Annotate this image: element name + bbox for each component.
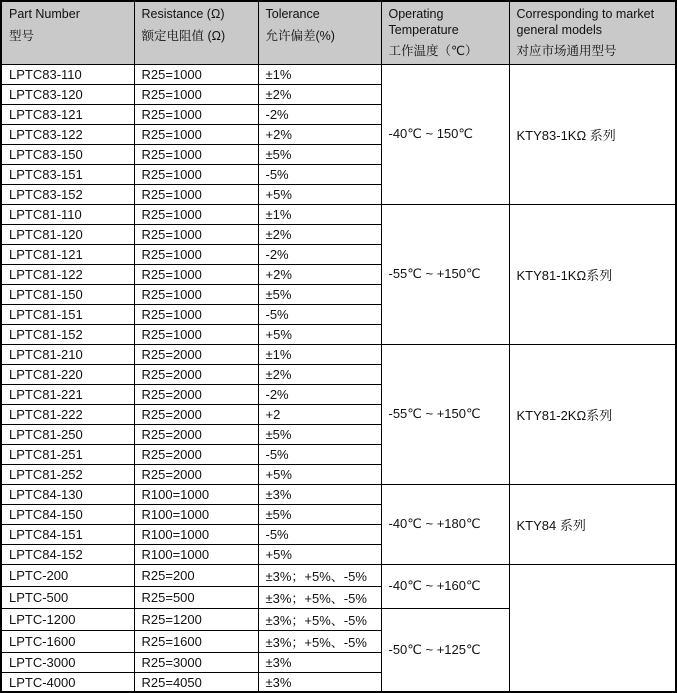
- part-number-cell: LPTC-4000: [1, 672, 134, 692]
- header-tolerance: [258, 1, 381, 64]
- operating-temperature-cell: -55℃ ~ +150℃: [381, 344, 509, 484]
- part-number-cell: LPTC81-150: [1, 284, 134, 304]
- part-number-cell: LPTC81-122: [1, 264, 134, 284]
- market-model-cell: KTY81-1KΩ系列: [509, 204, 676, 344]
- resistance-cell: R100=1000: [134, 544, 258, 564]
- part-number-cell: LPTC83-120: [1, 84, 134, 104]
- part-number-cell: LPTC83-122: [1, 124, 134, 144]
- header-resistance-en: Resistance (Ω): [141, 7, 225, 21]
- part-number-cell: LPTC81-220: [1, 364, 134, 384]
- part-number-cell: LPTC83-110: [1, 64, 134, 84]
- tolerance-cell: -2%: [258, 244, 381, 264]
- part-number-cell: LPTC81-210: [1, 344, 134, 364]
- resistance-cell: R25=1000: [134, 244, 258, 264]
- part-number-cell: LPTC81-151: [1, 304, 134, 324]
- tolerance-cell: +5%: [258, 324, 381, 344]
- resistance-cell: R25=2000: [134, 404, 258, 424]
- resistance-cell: R25=1000: [134, 264, 258, 284]
- header-operating-temperature-en: Operating Temperature: [388, 7, 459, 37]
- tolerance-cell: ±1%: [258, 64, 381, 84]
- part-number-cell: LPTC-3000: [1, 652, 134, 672]
- market-model-cell: [509, 564, 676, 692]
- market-model-cell: KTY84 系列: [509, 484, 676, 564]
- part-number-cell: LPTC81-250: [1, 424, 134, 444]
- part-number-cell: LPTC81-221: [1, 384, 134, 404]
- header-tolerance-en: Tolerance: [265, 7, 320, 21]
- part-number-cell: LPTC84-150: [1, 504, 134, 524]
- tolerance-cell: -5%: [258, 304, 381, 324]
- tolerance-cell: ±2%: [258, 224, 381, 244]
- table-row: [1, 564, 676, 586]
- tolerance-cell: ±3%；+5%、-5%: [258, 586, 381, 608]
- part-number-cell: LPTC83-151: [1, 164, 134, 184]
- tolerance-cell: ±3%: [258, 672, 381, 692]
- operating-temperature-cell: -55℃ ~ +150℃: [381, 204, 509, 344]
- tolerance-cell: ±2%: [258, 84, 381, 104]
- header-resistance-zh: 额定电阻值 (Ω): [141, 28, 226, 43]
- header-part-number: [1, 1, 134, 64]
- header-part-number-en: Part Number: [9, 7, 80, 21]
- part-number-cell: LPTC-1600: [1, 630, 134, 652]
- resistance-cell: R25=2000: [134, 364, 258, 384]
- part-number-cell: LPTC-1200: [1, 608, 134, 630]
- resistance-cell: R25=1000: [134, 184, 258, 204]
- header-market-models-zh: 对应市场通用型号: [516, 44, 617, 59]
- header-market-models-en: Corresponding to market general models: [516, 7, 655, 37]
- table-row: [1, 484, 676, 504]
- resistance-cell: R25=1000: [134, 284, 258, 304]
- tolerance-cell: ±3%: [258, 484, 381, 504]
- resistance-cell: R25=2000: [134, 344, 258, 364]
- part-number-cell: LPTC84-152: [1, 544, 134, 564]
- tolerance-cell: +2: [258, 404, 381, 424]
- tolerance-cell: ±5%: [258, 504, 381, 524]
- part-number-cell: LPTC83-121: [1, 104, 134, 124]
- operating-temperature-cell: -40℃ ~ +160℃: [381, 564, 509, 608]
- table-header-row: [1, 1, 676, 64]
- part-number-cell: LPTC84-151: [1, 524, 134, 544]
- tolerance-cell: +5%: [258, 464, 381, 484]
- resistance-cell: R25=1200: [134, 608, 258, 630]
- tolerance-cell: -2%: [258, 104, 381, 124]
- part-number-cell: LPTC81-110: [1, 204, 134, 224]
- operating-temperature-cell: -40℃ ~ +180℃: [381, 484, 509, 564]
- tolerance-cell: ±5%: [258, 424, 381, 444]
- resistance-cell: R25=2000: [134, 424, 258, 444]
- tolerance-cell: -5%: [258, 444, 381, 464]
- tolerance-cell: ±1%: [258, 204, 381, 224]
- resistance-cell: R25=1000: [134, 84, 258, 104]
- operating-temperature-cell: -40℃ ~ 150℃: [381, 64, 509, 204]
- part-number-cell: LPTC-500: [1, 586, 134, 608]
- tolerance-cell: ±3%；+5%、-5%: [258, 630, 381, 652]
- tolerance-cell: ±3%；+5%、-5%: [258, 564, 381, 586]
- tolerance-cell: -5%: [258, 164, 381, 184]
- resistance-cell: R100=1000: [134, 504, 258, 524]
- table-row: [1, 204, 676, 224]
- resistance-cell: R25=2000: [134, 384, 258, 404]
- tolerance-cell: ±5%: [258, 144, 381, 164]
- part-number-cell: LPTC83-150: [1, 144, 134, 164]
- tolerance-cell: +2%: [258, 264, 381, 284]
- tolerance-cell: ±3%: [258, 652, 381, 672]
- market-model-cell: KTY81-2KΩ系列: [509, 344, 676, 484]
- resistance-cell: R25=1000: [134, 144, 258, 164]
- tolerance-cell: ±1%: [258, 344, 381, 364]
- resistance-cell: R25=1000: [134, 64, 258, 84]
- resistance-cell: R25=1600: [134, 630, 258, 652]
- part-number-cell: LPTC81-222: [1, 404, 134, 424]
- tolerance-cell: ±3%；+5%、-5%: [258, 608, 381, 630]
- header-operating-temperature: [381, 1, 509, 64]
- resistance-cell: R25=3000: [134, 652, 258, 672]
- resistance-cell: R25=1000: [134, 324, 258, 344]
- resistance-cell: R25=200: [134, 564, 258, 586]
- part-number-cell: LPTC81-252: [1, 464, 134, 484]
- operating-temperature-cell: -50℃ ~ +125℃: [381, 608, 509, 692]
- header-market-models: [509, 1, 676, 64]
- resistance-cell: R100=1000: [134, 524, 258, 544]
- market-model-cell: KTY83-1KΩ 系列: [509, 64, 676, 204]
- resistance-cell: R25=1000: [134, 304, 258, 324]
- resistance-cell: R25=1000: [134, 224, 258, 244]
- part-number-cell: LPTC84-130: [1, 484, 134, 504]
- tolerance-cell: ±2%: [258, 364, 381, 384]
- header-resistance: [134, 1, 258, 64]
- part-number-cell: LPTC83-152: [1, 184, 134, 204]
- part-number-cell: LPTC-200: [1, 564, 134, 586]
- table-row: [1, 344, 676, 364]
- part-number-cell: LPTC81-152: [1, 324, 134, 344]
- header-tolerance-zh: 允许偏差(%): [265, 28, 335, 43]
- tolerance-cell: +5%: [258, 544, 381, 564]
- resistance-cell: R25=1000: [134, 204, 258, 224]
- tolerance-cell: +2%: [258, 124, 381, 144]
- tolerance-cell: +5%: [258, 184, 381, 204]
- tolerance-cell: ±5%: [258, 284, 381, 304]
- part-number-cell: LPTC81-251: [1, 444, 134, 464]
- header-part-number-zh: 型号: [9, 28, 35, 43]
- resistance-cell: R100=1000: [134, 484, 258, 504]
- resistance-cell: R25=1000: [134, 104, 258, 124]
- resistance-cell: R25=2000: [134, 464, 258, 484]
- tolerance-cell: -2%: [258, 384, 381, 404]
- resistance-cell: R25=4050: [134, 672, 258, 692]
- resistance-cell: R25=1000: [134, 164, 258, 184]
- resistance-cell: R25=500: [134, 586, 258, 608]
- header-operating-temperature-zh: 工作温度（℃）: [388, 44, 478, 59]
- tolerance-cell: -5%: [258, 524, 381, 544]
- part-number-cell: LPTC81-121: [1, 244, 134, 264]
- resistance-cell: R25=2000: [134, 444, 258, 464]
- table-row: [1, 64, 676, 84]
- part-number-cell: LPTC81-120: [1, 224, 134, 244]
- resistance-cell: R25=1000: [134, 124, 258, 144]
- spec-table-body: [1, 64, 676, 692]
